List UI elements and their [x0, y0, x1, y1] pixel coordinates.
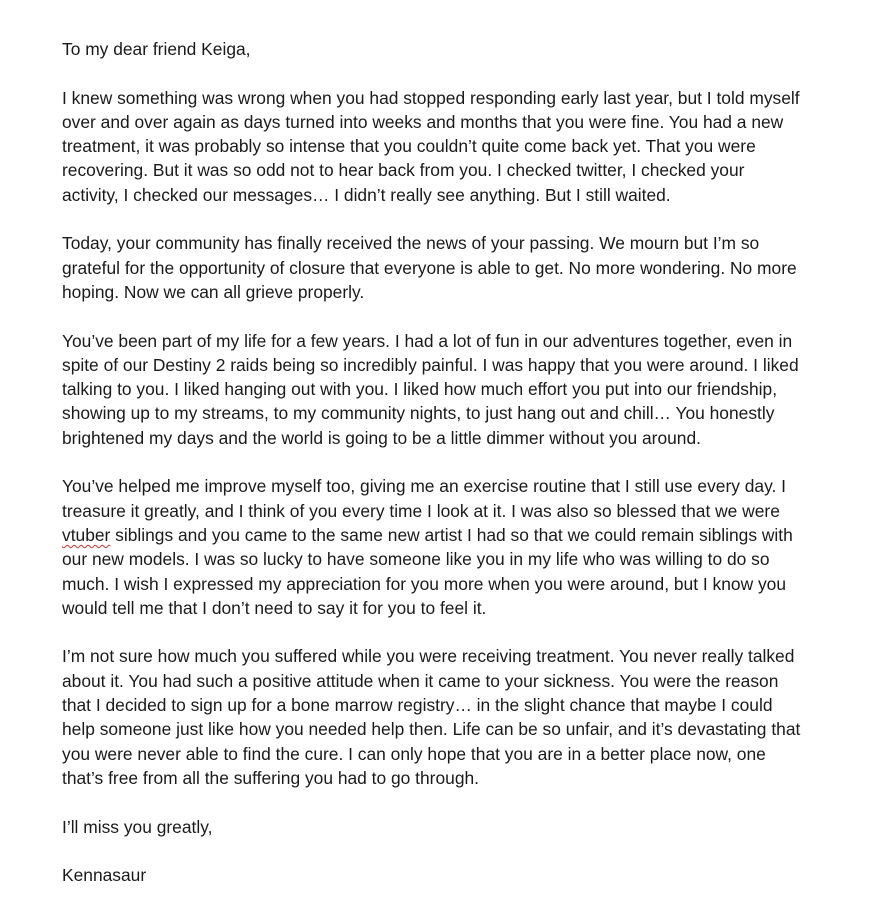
paragraph-line: talking to you. I liked hanging out with you. I liked how much effort you put into our friendship,	[62, 379, 778, 400]
paragraph-line: that’s free from all the suffering you had to go through.	[62, 767, 479, 788]
paragraph-line	[62, 523, 862, 547]
paragraph-line: spite of our Destiny 2 raids being so incredibly painful. I was happy that you were around. I liked	[62, 354, 799, 375]
paragraph-line: showing up to my streams, to my community nights, to just hang out and chill… You honestly	[62, 403, 775, 424]
paragraph-line: our new models. I was so lucky to have someone like you in my life who was willing to do so	[62, 549, 770, 570]
paragraph-line: I’m not sure how much you suffered while you were receiving treatment. You never really talked	[62, 646, 795, 667]
salutation: To my dear friend Keiga,	[62, 39, 251, 59]
paragraph-line: treasure it greatly, and I think of you every time I look at it. I was also so blessed that we were	[62, 500, 780, 521]
paragraph-1	[62, 86, 862, 207]
letter-document[interactable]	[62, 37, 862, 912]
paragraph-line: recovering. But it was so odd not to hear back from you. I checked twitter, I checked your	[62, 160, 745, 181]
paragraph-line: that I decided to sign up for a bone marrow registry… in the slight chance that maybe I could	[62, 695, 773, 716]
paragraph-4	[62, 474, 862, 620]
paragraph-line: hoping. Now we can all grieve properly.	[62, 281, 365, 302]
spellcheck-flagged-word[interactable]: vtuber	[62, 524, 111, 545]
paragraph-line: treatment, it was probably so intense that you couldn’t quite come back yet. That you were	[62, 136, 756, 157]
paragraph-line: much. I wish I expressed my appreciation for you more when you were around, but I know you	[62, 573, 787, 594]
paragraph-line: would tell me that I don’t need to say it for you to feel it.	[62, 597, 487, 618]
paragraph-line: activity, I checked our messages… I didn’t really see anything. But I still waited.	[62, 184, 671, 205]
paragraph-line: Today, your community has finally received the news of your passing. We mourn but I’m so	[62, 233, 760, 254]
paragraph-line: You’ve helped me improve myself too, giving me an exercise routine that I still use every day. I	[62, 476, 787, 497]
paragraph-2	[62, 231, 862, 304]
paragraph-line: grateful for the opportunity of closure that everyone is able to get. No more wondering. No more	[62, 257, 797, 278]
paragraph-line: you were never able to find the cure. I can only hope that you are in a better place now, one	[62, 743, 766, 764]
paragraph-5	[62, 644, 862, 790]
paragraph-line: help someone just like how you needed help then. Life can be so unfair, and it’s devastating that	[62, 719, 801, 740]
paragraph-3	[62, 329, 862, 450]
paragraph-line: brightened my days and the world is going to be a little dimmer without you around.	[62, 427, 701, 448]
paragraph-line: I knew something was wrong when you had stopped responding early last year, but I told myself	[62, 87, 800, 108]
paragraph-line: over and over again as days turned into weeks and months that you were fine. You had a new	[62, 111, 784, 132]
line-remainder: siblings and you came to the same new artist I had so that we could remain siblings with	[110, 524, 793, 545]
paragraph-line: about it. You had such a positive attitude when it came to your sickness. You were the reason	[62, 670, 779, 691]
signature: Kennasaur	[62, 865, 147, 886]
closing: I’ll miss you greatly,	[62, 816, 213, 837]
paragraph-line: You’ve been part of my life for a few years. I had a lot of fun in our adventures together, even in	[62, 330, 793, 351]
